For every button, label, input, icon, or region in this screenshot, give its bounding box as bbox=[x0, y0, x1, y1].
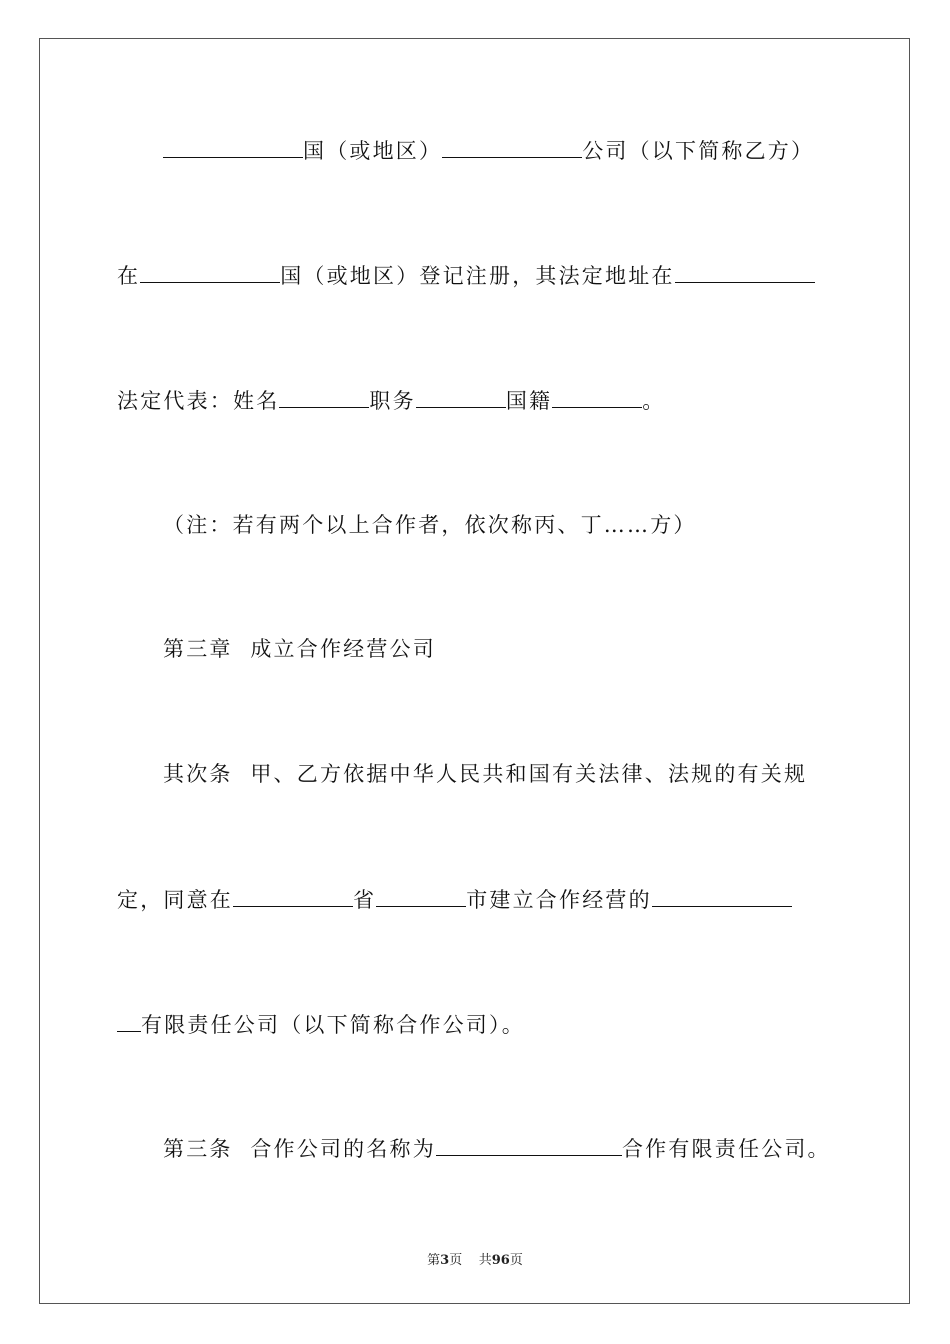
registration-country-blank[interactable] bbox=[140, 260, 280, 283]
party-b-country-line: 国（或地区） 公司（以下简称乙方） bbox=[163, 135, 879, 166]
company-type-blank[interactable] bbox=[652, 884, 792, 907]
current-page-number: 3 bbox=[440, 1253, 450, 1268]
total-pages-number: 96 bbox=[491, 1253, 510, 1268]
rep-name-blank[interactable] bbox=[279, 385, 369, 408]
article-2-line-1: 其次条 甲、乙方依据中华人民共和国有关法律、法规的有关规 bbox=[163, 762, 808, 786]
company-type-blank-cont[interactable] bbox=[117, 1009, 141, 1032]
legal-address-blank[interactable] bbox=[675, 260, 815, 283]
page-frame bbox=[39, 38, 910, 1304]
legal-representative-line: 法定代表：姓名 职务 国籍 。 bbox=[117, 385, 833, 416]
article-3-line: 第三条 合作公司的名称为 合作有限责任公司。 bbox=[163, 1133, 879, 1164]
article-2-line-2: 定，同意在 省 市建立合作经营的 bbox=[117, 884, 833, 915]
note-line: （注：若有两个以上合作者，依次称丙、丁……方） bbox=[163, 513, 697, 537]
city-blank[interactable] bbox=[376, 884, 466, 907]
company-name-blank[interactable] bbox=[436, 1133, 622, 1156]
party-b-country-blank[interactable] bbox=[163, 135, 303, 158]
party-b-company-blank[interactable] bbox=[442, 135, 582, 158]
province-blank[interactable] bbox=[233, 884, 353, 907]
page-footer: 第3页 共96页 bbox=[427, 1253, 523, 1268]
party-b-registration-line: 在 国（或地区）登记注册，其法定地址在 bbox=[117, 260, 833, 291]
chapter-heading: 第三章 成立合作经营公司 bbox=[163, 637, 436, 661]
rep-position-blank[interactable] bbox=[416, 385, 506, 408]
article-2-line-3: 有限责任公司（以下简称合作公司）。 bbox=[117, 1009, 833, 1040]
rep-nationality-blank[interactable] bbox=[552, 385, 642, 408]
